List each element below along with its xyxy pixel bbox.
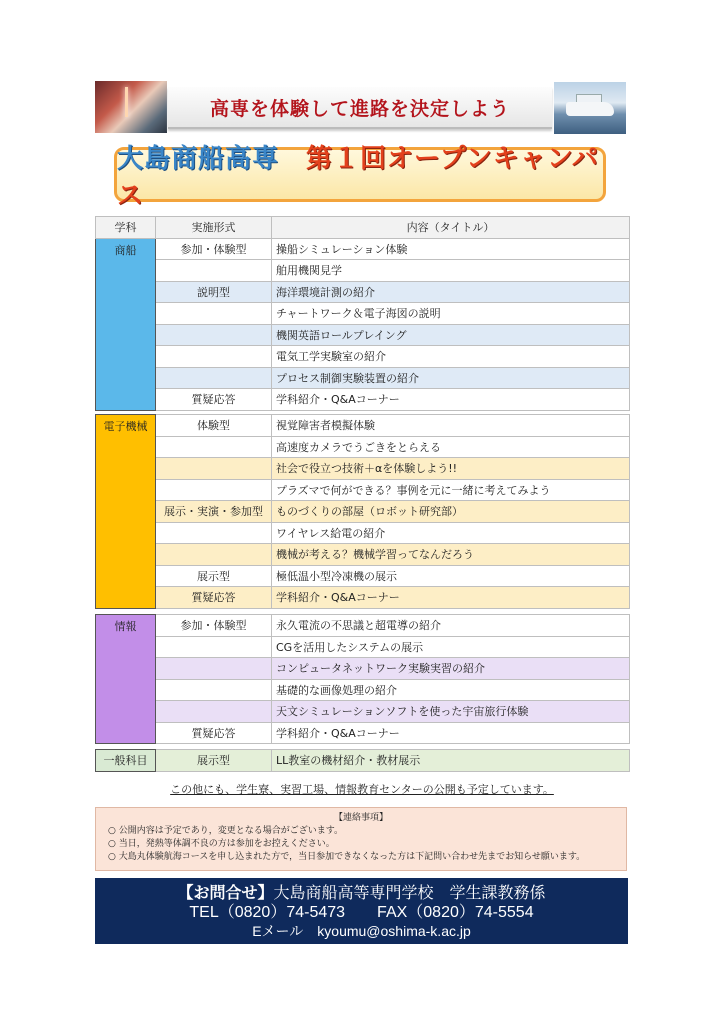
notice-item: ○ 当日，発熱等体調不良の方は参加をお控えください。 xyxy=(108,839,335,849)
event-name: 第１回オープンキャンパス xyxy=(117,143,599,211)
header-dept: 学科 xyxy=(96,217,156,239)
inquiry-school: 大島商船高等専門学校 学生課教務係 xyxy=(273,885,546,902)
page-title xyxy=(117,138,603,212)
table-row xyxy=(96,346,630,368)
format-cell xyxy=(156,544,272,566)
format-cell xyxy=(156,679,272,701)
table-row xyxy=(96,303,630,325)
table-row xyxy=(96,281,630,303)
format-cell: 体験型 xyxy=(156,415,272,437)
inquiry-label: 【お問合せ】 xyxy=(177,885,274,902)
format-cell xyxy=(156,479,272,501)
format-cell xyxy=(156,303,272,325)
content-cell: 学科紹介・Q&Aコーナー xyxy=(272,722,630,744)
table-row xyxy=(96,522,630,544)
format-cell xyxy=(156,458,272,480)
header-format: 実施形式 xyxy=(156,217,272,239)
format-cell: 展示・実演・参加型 xyxy=(156,501,272,523)
table-row xyxy=(96,324,630,346)
dept-joho: 情報 xyxy=(96,615,156,744)
notice-box xyxy=(95,807,627,871)
content-cell: 操船シミュレーション体験 xyxy=(272,238,630,260)
content-cell: ワイヤレス給電の紹介 xyxy=(272,522,630,544)
table-row xyxy=(96,415,630,437)
notice-heading: 【連絡事項】 xyxy=(333,813,388,823)
school-name: 大島商船高専 xyxy=(117,143,280,174)
schedule-table-ippan xyxy=(95,749,630,772)
table-row xyxy=(96,658,630,680)
table-row xyxy=(96,565,630,587)
format-cell: 質疑応答 xyxy=(156,722,272,744)
laser-cutting-photo xyxy=(95,81,167,133)
format-cell xyxy=(156,260,272,282)
content-cell: 天文シミュレーションソフトを使った宇宙旅行体験 xyxy=(272,701,630,723)
table-row xyxy=(96,501,630,523)
content-cell: チャートワーク＆電子海図の説明 xyxy=(272,303,630,325)
table-row xyxy=(96,701,630,723)
dept-denshi: 電子機械 xyxy=(96,415,156,609)
format-cell xyxy=(156,436,272,458)
additional-note xyxy=(95,781,629,797)
content-cell: 極低温小型冷凍機の展示 xyxy=(272,565,630,587)
boat-photo xyxy=(554,82,626,134)
page-title-box xyxy=(114,143,606,211)
table-row xyxy=(96,679,630,701)
table-row xyxy=(96,615,630,637)
table-row xyxy=(96,238,630,260)
schedule-table-denshi xyxy=(95,414,630,609)
content-cell: 社会で役立つ技術＋αを体験しよう!! xyxy=(272,458,630,480)
table-row xyxy=(96,367,630,389)
additional-note-text: この他にも、学生寮、実習工場、情報教育センターの公開も予定しています。 xyxy=(170,783,554,796)
schedule-table-joho xyxy=(95,614,630,744)
notice-item: ○ 公開内容は予定であり，変更となる場合がございます。 xyxy=(108,826,343,836)
tagline-banner xyxy=(168,87,552,129)
content-cell: ものづくりの部屋（ロボット研究部） xyxy=(272,501,630,523)
content-cell: 視覚障害者模擬体験 xyxy=(272,415,630,437)
table-header xyxy=(96,217,630,239)
inquiry-line-school xyxy=(95,884,628,903)
format-cell xyxy=(156,324,272,346)
content-cell: 機械が考える？機械学習ってなんだろう xyxy=(272,544,630,566)
inquiry-tel-fax: TEL（0820）74-5473 FAX（0820）74-5554 xyxy=(189,904,534,921)
format-cell xyxy=(156,522,272,544)
content-cell: 学科紹介・Q&Aコーナー xyxy=(272,389,630,411)
content-cell: 学科紹介・Q&Aコーナー xyxy=(272,587,630,609)
dept-ippan: 一般科目 xyxy=(96,750,156,772)
inquiry-box xyxy=(95,878,628,944)
format-cell: 展示型 xyxy=(156,750,272,772)
content-cell: 永久電流の不思議と超電導の紹介 xyxy=(272,615,630,637)
content-cell: LL教室の機材紹介・教材展示 xyxy=(272,750,630,772)
format-cell: 参加・体験型 xyxy=(156,615,272,637)
content-cell: プロセス制御実験装置の紹介 xyxy=(272,367,630,389)
content-cell: 機関英語ロールプレイング xyxy=(272,324,630,346)
notice-item: ○ 大島丸体験航海コースを申し込まれた方で，当日参加できなくなった方は下記問い合わせ先までお知らせ願います。 xyxy=(108,852,586,862)
table-row xyxy=(96,722,630,744)
content-cell: コンピュータネットワーク実験実習の紹介 xyxy=(272,658,630,680)
format-cell: 質疑応答 xyxy=(156,389,272,411)
tagline: 高専を体験して進路を決定しよう xyxy=(209,97,510,120)
content-cell: 基礎的な画像処理の紹介 xyxy=(272,679,630,701)
content-cell: プラズマで何ができる？事例を元に一緒に考えてみよう xyxy=(272,479,630,501)
content-cell: 海洋環境計測の紹介 xyxy=(272,281,630,303)
table-row xyxy=(96,458,630,480)
table-row xyxy=(96,260,630,282)
content-cell: 舶用機関見学 xyxy=(272,260,630,282)
format-cell xyxy=(156,701,272,723)
format-cell: 説明型 xyxy=(156,281,272,303)
format-cell xyxy=(156,658,272,680)
format-cell: 参加・体験型 xyxy=(156,238,272,260)
table-row xyxy=(96,479,630,501)
table-row xyxy=(96,436,630,458)
table-row xyxy=(96,636,630,658)
format-cell xyxy=(156,346,272,368)
header-content: 内容（タイトル） xyxy=(272,217,630,239)
table-row xyxy=(96,544,630,566)
content-cell: CGを活用したシステムの展示 xyxy=(272,636,630,658)
table-row xyxy=(96,389,630,411)
table-row xyxy=(96,587,630,609)
format-cell xyxy=(156,636,272,658)
schedule-table-shosen xyxy=(95,216,630,411)
inquiry-email: Eメール kyoumu@oshima-k.ac.jp xyxy=(252,923,471,939)
content-cell: 電気工学実験室の紹介 xyxy=(272,346,630,368)
table-row xyxy=(96,750,630,772)
format-cell: 展示型 xyxy=(156,565,272,587)
format-cell: 質疑応答 xyxy=(156,587,272,609)
dept-shosen: 商船 xyxy=(96,238,156,410)
content-cell: 高速度カメラでうごきをとらえる xyxy=(272,436,630,458)
format-cell xyxy=(156,367,272,389)
